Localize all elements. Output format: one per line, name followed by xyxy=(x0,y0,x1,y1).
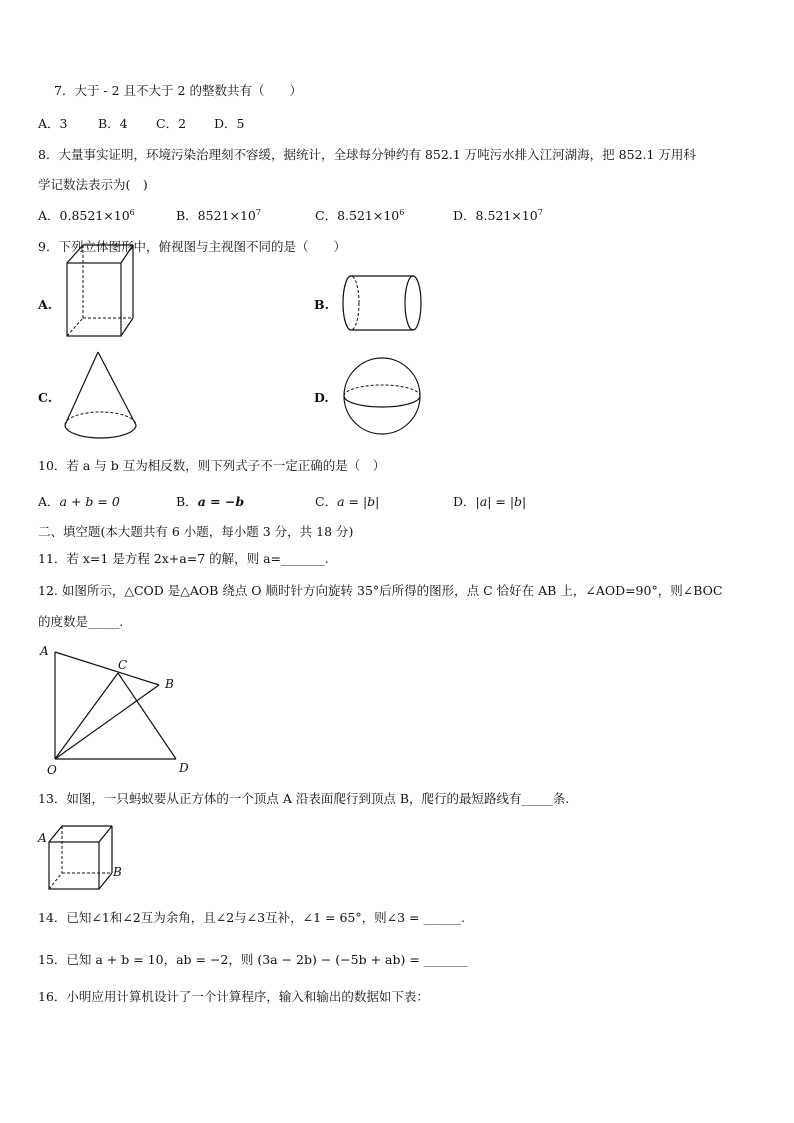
q12-label-d: D xyxy=(179,761,189,775)
q9-stem: 9．下列立体图形中，俯视图与主视图不同的是（ ） xyxy=(38,239,346,254)
q10-options xyxy=(38,494,526,510)
q10-option-b-expr: a = −b xyxy=(197,494,245,509)
q7-option-a: A．3 xyxy=(38,116,68,131)
q15-stem: 15．已知 a + b = 10，ab = −2，则 (3a − 2b) − (−5b + ab) = _______ xyxy=(38,952,468,967)
q8-option-b-exp: 7 xyxy=(255,207,261,217)
q8-stem-line2: 学记数法表示为( ) xyxy=(38,177,148,192)
section-2-heading: 二、填空题(本大题共有 6 小题，每小题 3 分，共 18 分) xyxy=(38,524,354,539)
q13-cube-figure xyxy=(38,820,138,895)
q8-option-b-text: B．8521×10 xyxy=(176,208,256,223)
q10-option-d-label: D． xyxy=(453,494,476,509)
q9-sphere-figure xyxy=(342,355,432,445)
q10-stem: 10．若 a 与 b 互为相反数，则下列式子不一定正确的是（ ） xyxy=(38,458,386,473)
q9-cone-figure xyxy=(60,350,150,445)
q8-option-a xyxy=(38,208,176,224)
q13-label-a: A xyxy=(38,831,47,845)
q8-stem-line1: 8．大量事实证明，环境污染治理刻不容缓，据统计，全球每分钟约有 852.1 万吨污水排入江河湖海，把 852.1 万用科 xyxy=(38,147,696,162)
q12-stem-line1: 12. 如图所示，△COD 是△AOB 绕点 O 顺时针方向旋转 35°后所得的图形，点 C 恰好在 AB 上，∠AOD=90°，则∠BOC xyxy=(38,583,723,598)
q10-option-c xyxy=(315,494,453,510)
q8-option-c-exp: 6 xyxy=(399,207,405,217)
q9-cube-figure xyxy=(60,240,140,340)
q7-options xyxy=(38,116,244,132)
q10-option-c-expr: a = |b| xyxy=(337,494,380,509)
q8-option-d xyxy=(453,208,543,224)
q7-stem: 7．大于 - 2 且不大于 2 的整数共有（ ） xyxy=(54,83,302,98)
q12-label-b: B xyxy=(165,677,174,691)
q13-stem: 13．如图，一只蚂蚁要从正方体的一个顶点 A 沿表面爬行到顶点 B，爬行的最短路线有_____条. xyxy=(38,791,570,806)
q8-option-c xyxy=(315,208,453,224)
q10-option-d-expr: |a| = |b| xyxy=(475,494,527,509)
q12-label-o: O xyxy=(47,763,57,777)
q9-cylinder-figure xyxy=(340,270,430,340)
q13-label-b: B xyxy=(113,865,122,879)
q9-option-a-label: A. xyxy=(38,297,53,312)
q12-label-a: A xyxy=(40,644,49,658)
q8-option-a-exp: 6 xyxy=(129,207,135,217)
q16-stem: 16．小明应用计算机设计了一个计算程序，输入和输出的数据如下表： xyxy=(38,989,429,1004)
q8-option-d-exp: 7 xyxy=(537,207,543,217)
q8-option-c-text: C．8.521×10 xyxy=(315,208,400,223)
q12-label-c: C xyxy=(118,658,128,672)
q9-option-b-label: B. xyxy=(314,297,329,312)
q10-option-a-label: A． xyxy=(38,494,60,509)
q9-option-c-label: C. xyxy=(38,390,53,405)
q8-option-d-text: D．8.521×10 xyxy=(453,208,538,223)
q12-rotation-figure xyxy=(38,640,208,780)
q12-stem-line2: 的度数是_____. xyxy=(38,614,124,629)
q10-option-a xyxy=(38,494,176,510)
q7-option-b: B．4 xyxy=(98,116,128,131)
q9-option-d-label: D. xyxy=(314,390,329,405)
q11-stem: 11．若 x=1 是方程 2x+a=7 的解，则 a=_______. xyxy=(38,551,329,566)
q10-option-a-expr: a + b = 0 xyxy=(59,494,120,509)
q14-stem: 14．已知∠1和∠2互为余角，且∠2与∠3互补，∠1 = 65°，则∠3 = ______. xyxy=(38,910,465,925)
q10-option-b xyxy=(176,494,315,510)
q7-option-d: D．5 xyxy=(214,116,245,131)
q8-option-b xyxy=(176,208,315,224)
q8-option-a-text: A．0.8521×10 xyxy=(38,208,130,223)
q8-options xyxy=(38,208,543,224)
q10-option-b-label: B． xyxy=(176,494,198,509)
q7-option-c: C．2 xyxy=(156,116,187,131)
q10-option-c-label: C． xyxy=(315,494,338,509)
q10-option-d xyxy=(453,494,526,510)
